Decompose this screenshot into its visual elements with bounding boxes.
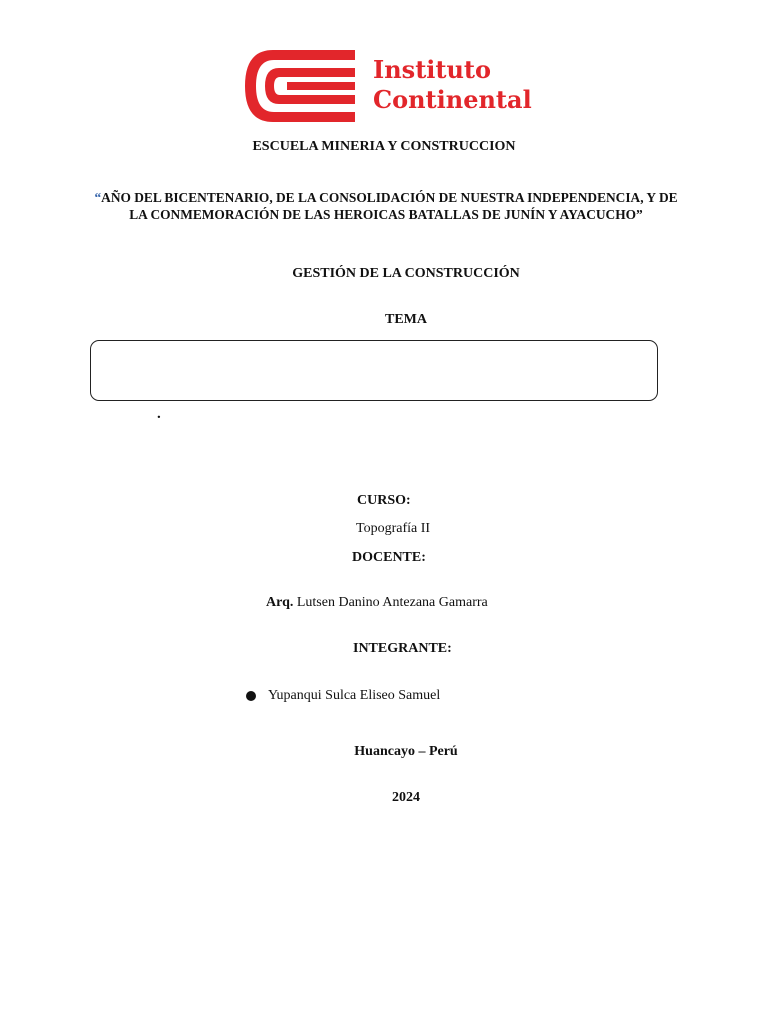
stray-dot: . [157, 406, 161, 422]
curso-value: Topografía II [356, 521, 431, 536]
logo-line1: Instituto [373, 55, 492, 84]
logo-line2: Continental [373, 85, 532, 114]
place: Huancayo – Perú [354, 744, 458, 759]
docente-line [266, 595, 488, 611]
year-motto [90, 189, 682, 223]
year: 2024 [392, 790, 420, 805]
tema-label: TEMA [385, 312, 427, 327]
bullet-icon [246, 691, 256, 701]
docente-prefix: Arq. [266, 595, 294, 610]
docente-name: Lutsen Danino Antezana Gamarra [296, 595, 488, 610]
logo-mark-icon [245, 50, 355, 122]
motto-text: AÑO DEL BICENTENARIO, DE LA CONSOLIDACIÓN DE NUESTRA INDEPENDENCIA, Y DE LA CONMEMORACIÓN DE LAS HEROICAS BATALLAS DE JUNÍN Y AYACUCHO” [101, 190, 678, 222]
institution-logo [243, 46, 543, 126]
logo-graphic [243, 46, 543, 126]
curso-label: CURSO: [357, 493, 411, 508]
member-name: Yupanqui Sulca Eliseo Samuel [268, 688, 441, 703]
list-item [246, 688, 440, 704]
motto-open-quote: “ [94, 190, 102, 205]
docente-label: DOCENTE: [352, 550, 426, 565]
course-title: GESTIÓN DE LA CONSTRUCCIÓN [292, 266, 520, 281]
school-name: ESCUELA MINERIA Y CONSTRUCCION [252, 139, 516, 154]
tema-box [90, 340, 658, 401]
integrante-label: INTEGRANTE: [353, 641, 452, 656]
